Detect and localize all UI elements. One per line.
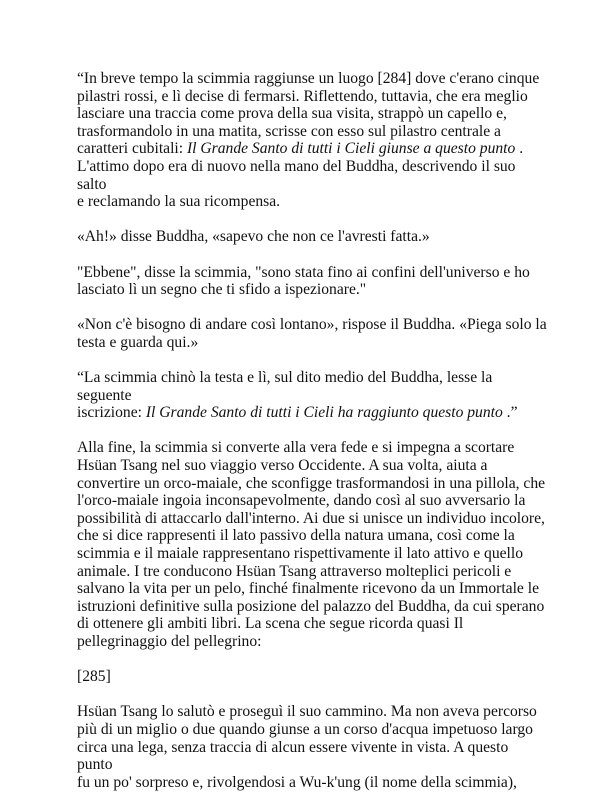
text-segment: Hsüan Tsang lo salutò e proseguì il suo cammino. Ma non aveva percorso più di un miglio o due quando giunse a un corso d'acqua impetuoso largo circa una lega, senza traccia di alcun essere vivente in vista. A questo punto fu un po' sorpreso e, rivolgendosi a Wu-k'ung (il nome della scimmia), [77, 703, 537, 791]
paragraph-monkey-reply [77, 264, 547, 299]
paragraph-monkey-pillars [77, 70, 547, 211]
paragraph-buddha-reply [77, 228, 547, 246]
paragraph-inscription [77, 369, 547, 422]
text-segment: «Non c'è bisogno di andare così lontano», rispose il Buddha. «Piega solo la testa e guarda qui.» [77, 316, 547, 351]
paragraph-summary [77, 439, 547, 650]
paragraph-buddha-bow [77, 316, 547, 351]
text-segment: “La scimmia chinò la testa e lì, sul dito medio del Buddha, lesse la seguente iscrizione: [77, 369, 493, 422]
text-segment: «Ah!» disse Buddha, «sapevo che non ce l'avresti fatta.» [77, 228, 430, 246]
text-segment: .” [502, 404, 518, 422]
italic-inscription: Il Grande Santo di tutti i Cieli giunse a questo punto [186, 140, 516, 158]
text-segment: [285] [77, 668, 111, 686]
text-segment: "Ebbene", disse la scimmia, "sono stata fino ai confini dell'universo e ho lasciato lì un segno che ti sfido a ispezionare." [77, 263, 530, 299]
text-segment: . L'attimo dopo era di nuovo nella mano del Buddha, descrivendo il suo salto e reclamando la sua ricompensa. [77, 140, 524, 211]
document-page [77, 70, 547, 809]
text-segment: “In breve tempo la scimmia raggiunse un luogo [284] dove c'erano cinque pilastri rossi, e lì decise di fermarsi. Riflettendo, tuttavia, che era meglio lasciare una traccia come prova della sua visita, strappò un capello e, trasformandolo in una matita, scrisse con esso sul pilastro centrale a caratteri cubitali: [77, 70, 540, 158]
text-segment: Alla fine, la scimmia si converte alla vera fede e si impegna a scortare Hsüan Tsang nel suo viaggio verso Occidente. A sua volta, aiuta a convertire un orco-maiale, che sconfigge trasformandosi in una pillola, che l'orco-maiale ingoia inconsapevolmente, dando così al suo avversario la possibilità di attaccarlo dall'interno. Ai due si unisce un individuo incolore, che si dice rappresenti il lato passivo della natura umana, così come la scimmia e il maiale rappresentano rispettivamente il lato attivo e quello animale. I tre conducono Hsüan Tsang attraverso molteplici pericoli e salvano la vita per un pelo, finché finalmente ricevono da un Immortale le istruzioni definitive sulla posizione del palazzo del Buddha, da cui sperano di ottenere gli ambiti libri. La scena che segue ricorda quasi Il pellegrinaggio del pellegrino: [77, 439, 546, 650]
italic-inscription: Il Grande Santo di tutti i Cieli ha raggiunto questo punto [145, 404, 503, 422]
page-marker [77, 668, 547, 686]
paragraph-river [77, 703, 547, 791]
